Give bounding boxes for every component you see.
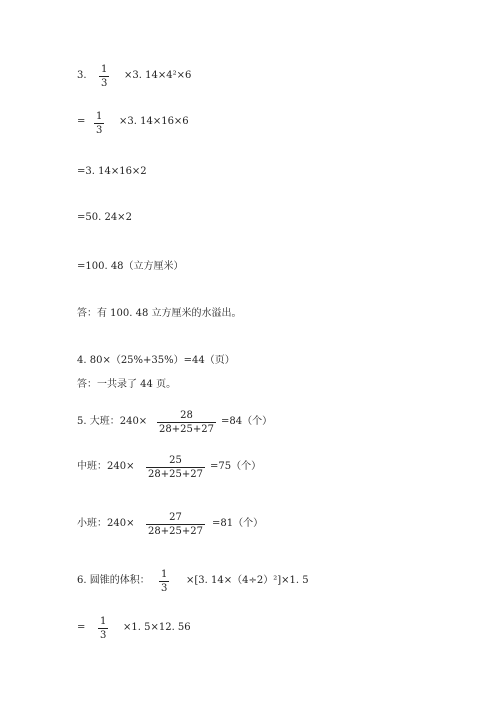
problem-6-expression: ×[3. 14×（4÷2）²]×1. 5	[186, 575, 309, 586]
fraction-denominator: 28+25+27	[148, 526, 203, 537]
fraction-bar	[98, 628, 108, 629]
fraction-numerator: 1	[101, 64, 108, 75]
problem-3-step-5: =100. 48（立方厘米）	[77, 261, 184, 272]
fraction-bar	[159, 581, 169, 582]
fraction-denominator: 3	[101, 78, 108, 89]
fraction-small-class	[146, 512, 205, 537]
problem-3-step-2: ×3. 14×16×6	[119, 116, 189, 127]
equals-sign: =	[77, 116, 86, 127]
fraction-bar	[157, 422, 216, 423]
equals-sign: =	[77, 622, 86, 633]
fraction-bar	[99, 76, 109, 77]
problem-5-big-class-result: =84（个）	[221, 416, 273, 427]
fraction-numerator: 27	[169, 512, 182, 523]
fraction-numerator: 1	[100, 616, 107, 627]
problem-5-small-class-label: 小班：240×	[77, 518, 135, 529]
problem-5-middle-class-result: =75（个）	[210, 461, 262, 472]
fraction-numerator: 1	[96, 111, 103, 122]
problem-4-answer: 答：一共录了 44 页。	[77, 379, 177, 390]
problem-5-small-class-result: =81（个）	[212, 518, 264, 529]
fraction-one-third	[159, 569, 169, 594]
problem-5-middle-class-label: 中班：240×	[77, 461, 135, 472]
fraction-bar	[94, 123, 104, 124]
fraction-big-class	[157, 410, 216, 435]
fraction-denominator: 28+25+27	[148, 469, 203, 480]
fraction-middle-class	[146, 455, 205, 480]
fraction-denominator: 28+25+27	[159, 424, 214, 435]
problem-3-step-4: =50. 24×2	[77, 212, 132, 223]
fraction-numerator: 25	[169, 455, 182, 466]
fraction-one-third	[99, 64, 109, 89]
problem-3-expression: ×3. 14×4²×6	[124, 70, 192, 81]
problem-3-label: 3.	[77, 70, 87, 81]
problem-6-label: 6. 圆锥的体积：	[77, 575, 150, 586]
fraction-numerator: 1	[161, 569, 168, 580]
fraction-denominator: 3	[161, 583, 168, 594]
fraction-numerator: 28	[180, 410, 193, 421]
fraction-denominator: 3	[96, 125, 103, 136]
fraction-bar	[146, 524, 205, 525]
problem-3-answer: 答：有 100. 48 立方厘米的水溢出。	[77, 308, 242, 319]
fraction-denominator: 3	[100, 630, 107, 641]
problem-4-expression: 4. 80×（25%+35%）=44（页）	[77, 355, 235, 366]
fraction-bar	[146, 467, 205, 468]
problem-6-step-2: ×1. 5×12. 56	[123, 622, 191, 633]
fraction-one-third	[98, 616, 108, 641]
fraction-one-third	[94, 111, 104, 136]
problem-5-big-class-label: 5. 大班：240×	[77, 416, 148, 427]
problem-3-step-3: =3. 14×16×2	[77, 166, 147, 177]
